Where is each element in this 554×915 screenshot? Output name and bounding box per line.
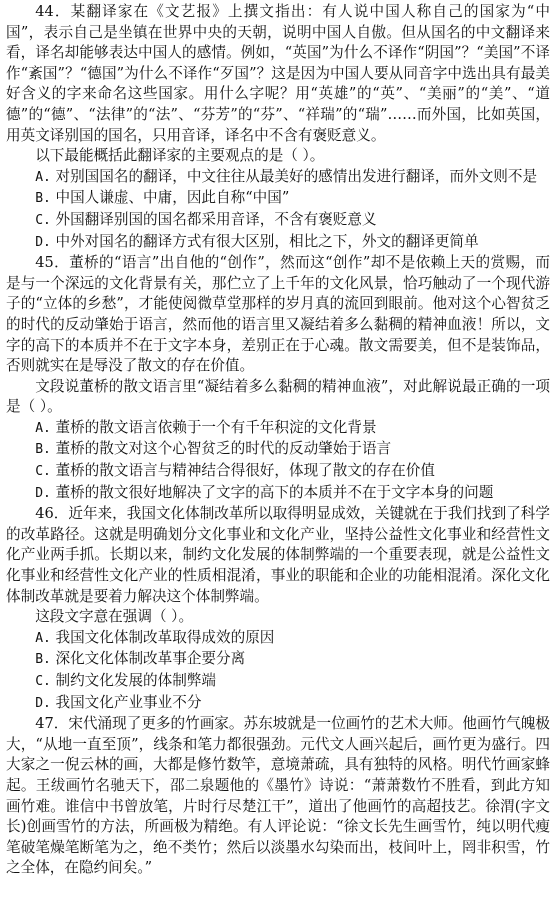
option-letter: D. bbox=[35, 485, 51, 501]
question-46-prompt: 这段文字意在强调（ ）。 bbox=[35, 608, 194, 626]
option-letter: C. bbox=[35, 674, 51, 689]
option-letter: A. bbox=[35, 169, 51, 185]
question-45-option-b bbox=[6, 439, 550, 461]
option-text: 董桥的散文语言依赖于一个有千年积淀的文化背景 bbox=[55, 418, 377, 436]
question-45-prompt: 文段说董桥的散文语言里“凝结着多么黏稠的精神血液”，对此解说最正确的一项是（ ）。 bbox=[6, 377, 550, 416]
option-text: 制约文化发展的体制弊端 bbox=[55, 672, 217, 689]
option-letter: A. bbox=[35, 630, 51, 646]
option-text: 对别国国名的翻译，中文往往从最美好的感情出发进行翻译，而外文则不是 bbox=[55, 167, 538, 185]
question-44-prompt: 以下最能概括此翻译家的主要观点的是（ ）。 bbox=[35, 147, 325, 165]
option-text: 我国文化体制改革取得成效的原因 bbox=[55, 628, 275, 646]
question-45-option-c bbox=[6, 461, 550, 483]
question-44-option-a bbox=[6, 167, 550, 189]
option-text: 外国翻译别国的国名都采用音译，不含有褒贬意义 bbox=[55, 210, 377, 228]
question-46-option-d bbox=[6, 693, 550, 715]
option-text: 中国人谦虚、中庸，因此自称“中国” bbox=[55, 189, 290, 207]
question-44-option-d bbox=[6, 232, 550, 254]
question-45 bbox=[6, 253, 550, 504]
question-47-passage: 47．宋代涌现了更多的竹画家。苏东坡就是一位画竹的艺术大师。他画竹气魄极大，“从地一直至顶”，线条和笔力都很强劲。元代文人画兴起后，画竹更为盛行。四大家之一倪云林的画，大都是修竹数竿，意境萧疏，具有独特的风格。明代竹画家蜂起。王绂画竹名驰天下，邵二泉题他的《墨竹》诗说：“萧萧数竹不胜看，到此方知画竹难。谁信中书曾放笔，片时行尽楚江干”，道出了他画竹的高超技艺。徐渭(字文长)创画雪竹的方法，所画极为精绝。有人评论说：“徐文长先生画雪竹，纯以明代瘦笔破笔燥笔断笔为之，绝不类竹；然后以淡墨水勾染而出，枝间叶上，罔非积雪，竹之全体，在隐约间矣。” bbox=[6, 715, 550, 877]
question-46-option-b bbox=[6, 649, 550, 671]
option-text: 董桥的散文对这个心智贫乏的时代的反动肇始于语言 bbox=[55, 440, 392, 458]
question-46-option-c bbox=[6, 671, 550, 693]
option-text: 中外对国名的翻译方式有很大区别，相比之下，外文的翻译更简单 bbox=[55, 232, 479, 250]
option-letter: B. bbox=[35, 191, 51, 207]
option-letter: C. bbox=[35, 212, 51, 228]
option-letter: B. bbox=[35, 442, 51, 458]
question-44 bbox=[6, 2, 550, 253]
option-letter: A. bbox=[35, 420, 51, 436]
option-text: 董桥的散文很好地解决了文字的高下的本质并不在于文字本身的问题 bbox=[55, 483, 494, 501]
question-46 bbox=[6, 504, 550, 714]
option-letter: D. bbox=[35, 234, 51, 250]
question-44-option-c bbox=[6, 210, 550, 232]
question-45-option-d bbox=[6, 483, 550, 505]
question-47 bbox=[6, 714, 550, 879]
question-46-passage: 46．近年来，我国文化体制改革所以取得明显成效，关键就在于我们找到了科学的改革路径。这就是明确划分文化事业和文化产业，坚持公益性文化事业和经营性文化产业两手抓。长期以来，制约文化发展的体制弊端的一个重要表现，就是公益性文化事业和经营性文化产业的性质相混淆，事业的职能和企业的功能相混淆。深化文化体制改革就是要着力解决这个体制弊端。 bbox=[6, 505, 550, 605]
question-46-option-a bbox=[6, 628, 550, 650]
option-letter: D. bbox=[35, 695, 51, 711]
option-letter: C. bbox=[35, 464, 51, 480]
question-45-passage: 45．董桥的“语言”出自他的“创作”，然而这“创作”却不是依赖上天的赏赐，而是与一个深远的文化背景有关，那伫立了上千年的文化风景，恰巧触动了一个现代游子的“立体的乡愁”，才能使阅微草堂那样的岁月真的流回到眼前。他对这个心智贫乏的时代的反动肇始于语言，然而他的语言里又凝结着多么黏稠的精神血液！所以，文字的高下的本质并不在于文字本身，差别正在于心魂。散文需要美，但不是装饰品，否则就实在是辱没了散文的存在价值。 bbox=[6, 254, 550, 375]
option-text: 董桥的散文语言与精神结合得很好，体现了散文的存在价值 bbox=[55, 462, 435, 480]
option-letter: B. bbox=[35, 652, 51, 668]
option-text: 我国文化产业事业不分 bbox=[55, 693, 202, 711]
question-44-option-b bbox=[6, 188, 550, 210]
option-text: 深化文化体制改革事企要分离 bbox=[55, 650, 246, 668]
question-44-passage: 44．某翻译家在《文艺报》上撰文指出：有人说中国人称自己的国家为“中国”，表示自己是坐镇在世界中央的天朝，说明中国人自傲。但从国名的中文翻译来看，译名却能够表达中国人的感情。例如，“英国”为什么不译作“阴国”？“美国”不译作“紊国”？“德国”为什么不译作“歹国”？这是因为中国人要从同音字中选出具有最美好含义的字来命名这些国家。用什么字呢？用“英雄”的“英”、“美丽”的“美”、“道德”的“德”、“法律”的“法”、“芬芳”的“芬”、“祥瑞”的“瑞”……而外国，比如英国，用英文译别国的国名，只用音译，译名中不含有褒贬意义。 bbox=[6, 3, 550, 144]
question-45-option-a bbox=[6, 418, 550, 440]
